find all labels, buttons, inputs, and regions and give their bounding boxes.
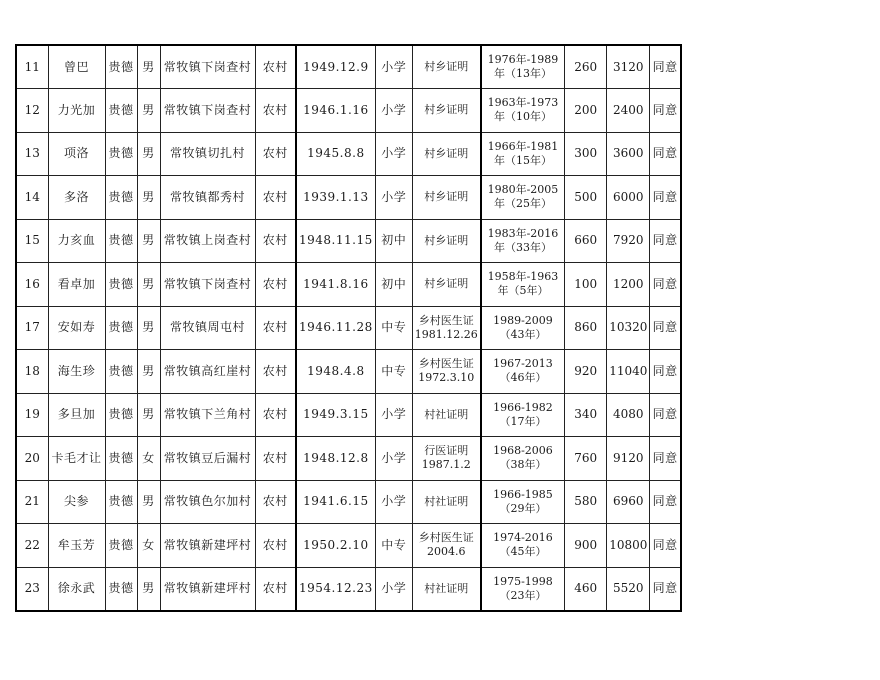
cell-row-number: 21 [16, 480, 48, 524]
cell-gender: 女 [137, 524, 160, 568]
cell-months-count: 300 [565, 132, 607, 176]
cell-education: 小学 [375, 437, 412, 481]
cell-certificate: 村乡证明 [412, 132, 480, 176]
cell-birth-date: 1949.12.9 [296, 45, 375, 89]
cell-amount: 4080 [607, 393, 650, 437]
cell-household-type: 农村 [255, 306, 296, 350]
cell-amount: 11040 [607, 350, 650, 394]
cell-birth-date: 1939.1.13 [296, 176, 375, 220]
cell-address: 常牧镇高红崖村 [160, 350, 255, 394]
cell-gender: 男 [137, 567, 160, 611]
cell-approval: 同意 [650, 437, 681, 481]
cell-row-number: 12 [16, 89, 48, 133]
cell-name: 徐永武 [48, 567, 105, 611]
cell-months-count: 460 [565, 567, 607, 611]
cell-months-count: 660 [565, 219, 607, 263]
table-row [16, 176, 681, 220]
cell-name: 力亥血 [48, 219, 105, 263]
cell-household-type: 农村 [255, 524, 296, 568]
cell-certificate: 乡村医生证1981.12.26 [412, 306, 480, 350]
cell-address: 常牧镇新建坪村 [160, 567, 255, 611]
cell-months-count: 100 [565, 263, 607, 307]
cell-address: 常牧镇色尔加村 [160, 480, 255, 524]
cell-name: 多旦加 [48, 393, 105, 437]
cell-certificate: 村乡证明 [412, 263, 480, 307]
cell-row-number: 19 [16, 393, 48, 437]
cell-name: 项洛 [48, 132, 105, 176]
cell-education: 小学 [375, 45, 412, 89]
cell-household-type: 农村 [255, 45, 296, 89]
data-table [15, 44, 682, 612]
cell-months-count: 200 [565, 89, 607, 133]
cell-service-period: 1983年-2016年（33年） [481, 219, 565, 263]
cell-certificate: 村乡证明 [412, 45, 480, 89]
cell-county: 贵德 [105, 176, 137, 220]
cell-county: 贵德 [105, 524, 137, 568]
cell-name: 海生珍 [48, 350, 105, 394]
cell-education: 小学 [375, 176, 412, 220]
cell-household-type: 农村 [255, 132, 296, 176]
cell-gender: 男 [137, 132, 160, 176]
cell-household-type: 农村 [255, 437, 296, 481]
cell-gender: 男 [137, 89, 160, 133]
cell-certificate: 村乡证明 [412, 89, 480, 133]
cell-service-period: 1974-2016 （45年） [481, 524, 565, 568]
cell-education: 中专 [375, 524, 412, 568]
cell-birth-date: 1941.8.16 [296, 263, 375, 307]
cell-certificate: 乡村医生证1972.3.10 [412, 350, 480, 394]
cell-education: 小学 [375, 132, 412, 176]
cell-row-number: 20 [16, 437, 48, 481]
cell-address: 常牧镇上岗查村 [160, 219, 255, 263]
cell-education: 小学 [375, 89, 412, 133]
cell-county: 贵德 [105, 219, 137, 263]
cell-row-number: 18 [16, 350, 48, 394]
cell-county: 贵德 [105, 263, 137, 307]
cell-months-count: 920 [565, 350, 607, 394]
cell-gender: 男 [137, 263, 160, 307]
cell-row-number: 16 [16, 263, 48, 307]
table-row [16, 437, 681, 481]
cell-approval: 同意 [650, 45, 681, 89]
cell-birth-date: 1946.1.16 [296, 89, 375, 133]
cell-approval: 同意 [650, 263, 681, 307]
cell-row-number: 13 [16, 132, 48, 176]
cell-certificate: 村社证明 [412, 393, 480, 437]
cell-months-count: 500 [565, 176, 607, 220]
table-body [16, 45, 681, 611]
cell-service-period: 1966年-1981年（15年） [481, 132, 565, 176]
cell-service-period: 1989-2009 （43年） [481, 306, 565, 350]
cell-county: 贵德 [105, 350, 137, 394]
cell-service-period: 1967-2013 （46年） [481, 350, 565, 394]
cell-gender: 男 [137, 350, 160, 394]
cell-birth-date: 1948.4.8 [296, 350, 375, 394]
cell-name: 尖参 [48, 480, 105, 524]
cell-address: 常牧镇下岗查村 [160, 45, 255, 89]
cell-name: 曾巴 [48, 45, 105, 89]
cell-amount: 6000 [607, 176, 650, 220]
cell-months-count: 340 [565, 393, 607, 437]
cell-service-period: 1980年-2005年（25年） [481, 176, 565, 220]
cell-education: 小学 [375, 567, 412, 611]
cell-approval: 同意 [650, 89, 681, 133]
cell-address: 常牧镇下岗查村 [160, 89, 255, 133]
cell-certificate: 村乡证明 [412, 176, 480, 220]
cell-gender: 男 [137, 219, 160, 263]
cell-approval: 同意 [650, 306, 681, 350]
table-row [16, 45, 681, 89]
table-row [16, 567, 681, 611]
cell-education: 中专 [375, 306, 412, 350]
cell-amount: 5520 [607, 567, 650, 611]
cell-address: 常牧镇都秀村 [160, 176, 255, 220]
cell-name: 安如寿 [48, 306, 105, 350]
cell-amount: 10800 [607, 524, 650, 568]
cell-service-period: 1975-1998 （23年） [481, 567, 565, 611]
cell-county: 贵德 [105, 393, 137, 437]
cell-county: 贵德 [105, 306, 137, 350]
table-row [16, 132, 681, 176]
table-row [16, 263, 681, 307]
cell-service-period: 1958年-1963年（5年） [481, 263, 565, 307]
cell-row-number: 17 [16, 306, 48, 350]
cell-gender: 男 [137, 393, 160, 437]
cell-household-type: 农村 [255, 350, 296, 394]
cell-approval: 同意 [650, 176, 681, 220]
cell-gender: 男 [137, 45, 160, 89]
cell-approval: 同意 [650, 524, 681, 568]
cell-gender: 男 [137, 306, 160, 350]
cell-amount: 1200 [607, 263, 650, 307]
cell-address: 常牧镇新建坪村 [160, 524, 255, 568]
cell-county: 贵德 [105, 480, 137, 524]
cell-name: 力光加 [48, 89, 105, 133]
cell-household-type: 农村 [255, 480, 296, 524]
cell-birth-date: 1941.6.15 [296, 480, 375, 524]
cell-amount: 7920 [607, 219, 650, 263]
table-row [16, 480, 681, 524]
table-row [16, 524, 681, 568]
cell-household-type: 农村 [255, 176, 296, 220]
cell-gender: 男 [137, 480, 160, 524]
cell-birth-date: 1948.11.15 [296, 219, 375, 263]
cell-gender: 女 [137, 437, 160, 481]
cell-months-count: 900 [565, 524, 607, 568]
cell-approval: 同意 [650, 350, 681, 394]
cell-county: 贵德 [105, 89, 137, 133]
cell-row-number: 11 [16, 45, 48, 89]
table-row [16, 219, 681, 263]
cell-service-period: 1966-1985 （29年） [481, 480, 565, 524]
cell-service-period: 1968-2006 （38年） [481, 437, 565, 481]
cell-education: 中专 [375, 350, 412, 394]
cell-birth-date: 1946.11.28 [296, 306, 375, 350]
cell-months-count: 860 [565, 306, 607, 350]
cell-household-type: 农村 [255, 567, 296, 611]
cell-service-period: 1966-1982 （17年） [481, 393, 565, 437]
cell-birth-date: 1949.3.15 [296, 393, 375, 437]
cell-address: 常牧镇下岗查村 [160, 263, 255, 307]
cell-certificate: 村社证明 [412, 480, 480, 524]
cell-row-number: 14 [16, 176, 48, 220]
cell-amount: 3120 [607, 45, 650, 89]
cell-months-count: 760 [565, 437, 607, 481]
cell-name: 多洛 [48, 176, 105, 220]
cell-household-type: 农村 [255, 263, 296, 307]
cell-education: 初中 [375, 219, 412, 263]
cell-address: 常牧镇周屯村 [160, 306, 255, 350]
cell-birth-date: 1945.8.8 [296, 132, 375, 176]
cell-approval: 同意 [650, 393, 681, 437]
cell-amount: 2400 [607, 89, 650, 133]
cell-certificate: 村社证明 [412, 567, 480, 611]
cell-gender: 男 [137, 176, 160, 220]
cell-row-number: 23 [16, 567, 48, 611]
cell-name: 卡毛才让 [48, 437, 105, 481]
cell-service-period: 1976年-1989年（13年） [481, 45, 565, 89]
cell-county: 贵德 [105, 567, 137, 611]
cell-address: 常牧镇切扎村 [160, 132, 255, 176]
cell-birth-date: 1948.12.8 [296, 437, 375, 481]
cell-education: 小学 [375, 393, 412, 437]
cell-county: 贵德 [105, 132, 137, 176]
cell-approval: 同意 [650, 219, 681, 263]
cell-birth-date: 1954.12.23 [296, 567, 375, 611]
cell-address: 常牧镇下兰角村 [160, 393, 255, 437]
cell-row-number: 22 [16, 524, 48, 568]
cell-approval: 同意 [650, 567, 681, 611]
cell-amount: 3600 [607, 132, 650, 176]
cell-household-type: 农村 [255, 89, 296, 133]
cell-household-type: 农村 [255, 393, 296, 437]
cell-approval: 同意 [650, 480, 681, 524]
cell-education: 初中 [375, 263, 412, 307]
cell-certificate: 村乡证明 [412, 219, 480, 263]
cell-service-period: 1963年-1973年（10年） [481, 89, 565, 133]
table-row [16, 89, 681, 133]
table-row [16, 350, 681, 394]
cell-row-number: 15 [16, 219, 48, 263]
table-row [16, 393, 681, 437]
cell-education: 小学 [375, 480, 412, 524]
cell-amount: 10320 [607, 306, 650, 350]
cell-birth-date: 1950.2.10 [296, 524, 375, 568]
cell-household-type: 农村 [255, 219, 296, 263]
cell-county: 贵德 [105, 437, 137, 481]
cell-approval: 同意 [650, 132, 681, 176]
cell-months-count: 580 [565, 480, 607, 524]
cell-amount: 6960 [607, 480, 650, 524]
table-row [16, 306, 681, 350]
cell-name: 看卓加 [48, 263, 105, 307]
cell-certificate: 乡村医生证2004.6 [412, 524, 480, 568]
cell-months-count: 260 [565, 45, 607, 89]
cell-address: 常牧镇豆后漏村 [160, 437, 255, 481]
cell-county: 贵德 [105, 45, 137, 89]
cell-name: 牟玉芳 [48, 524, 105, 568]
cell-certificate: 行医证明1987.1.2 [412, 437, 480, 481]
cell-amount: 9120 [607, 437, 650, 481]
